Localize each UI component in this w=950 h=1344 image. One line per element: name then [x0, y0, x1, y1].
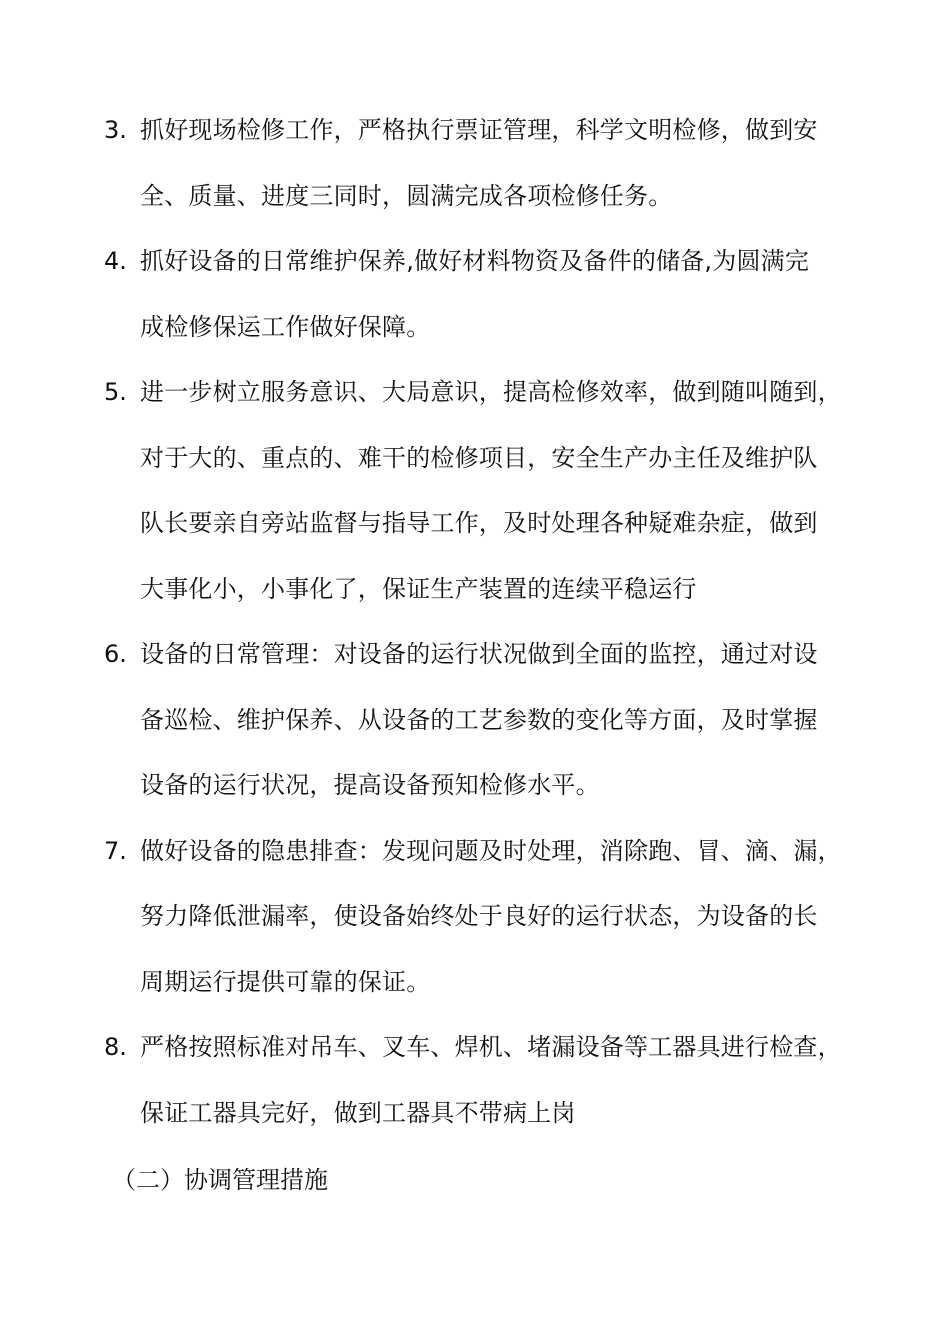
list-item-line: 成检修保运工作做好保障。	[140, 312, 431, 341]
list-item-number: 8.	[104, 1033, 127, 1061]
list-item	[104, 819, 894, 1016]
list-item-line: 设备的日常管理：对设备的运行状况做到全面的监控，通过对设	[140, 640, 818, 668]
list-item-number: 4.	[104, 247, 127, 275]
list-item-number: 6.	[104, 640, 127, 668]
numbered-list	[104, 98, 894, 1146]
list-item-line: 做好设备的隐患排查：发现问题及时处理，消除跑、冒、滴、漏，	[140, 836, 842, 865]
list-item-line: 保证工器具完好，做到工器具不带病上岗	[140, 1098, 576, 1127]
list-item-line: 全、质量、进度三同时，圆满完成各项检修任务。	[140, 181, 673, 210]
list-item-number: 7.	[104, 836, 127, 865]
list-item-line: 周期运行提供可靠的保证。	[140, 967, 431, 996]
list-item-number: 5.	[104, 378, 127, 406]
list-item-line: 抓好设备的日常维护保养,做好材料物资及备件的储备,为圆满完	[140, 247, 810, 275]
list-item-line: 对于大的、重点的、难干的检修项目，安全生产办主任及维护队	[140, 443, 818, 472]
list-item-line: 设备的运行状况，提高设备预知检修水平。	[140, 771, 600, 799]
list-item-line: 努力降低泄漏率，使设备始终处于良好的运行状态，为设备的长	[140, 902, 818, 930]
list-item	[104, 622, 894, 819]
list-item	[104, 98, 894, 229]
list-item	[104, 360, 894, 622]
list-item-line: 备巡检、维护保养、从设备的工艺参数的变化等方面，及时掌握	[140, 705, 818, 734]
list-item-line: 进一步树立服务意识、大局意识，提高检修效率，做到随叫随到，	[140, 378, 842, 406]
list-item-number: 3.	[104, 116, 127, 144]
section-subheading: （二）协调管理措施	[112, 1166, 328, 1194]
list-item-line: 大事化小，小事化了，保证生产装置的连续平稳运行	[140, 574, 697, 603]
list-item	[104, 229, 894, 360]
list-item-line: 严格按照标准对吊车、叉车、焊机、堵漏设备等工器具进行检查，	[140, 1033, 842, 1061]
list-item-line: 队长要亲自旁站监督与指导工作，及时处理各种疑难杂症，做到	[140, 509, 818, 537]
list-item	[104, 1015, 894, 1146]
list-item-line: 抓好现场检修工作，严格执行票证管理，科学文明检修，做到安	[140, 116, 818, 144]
